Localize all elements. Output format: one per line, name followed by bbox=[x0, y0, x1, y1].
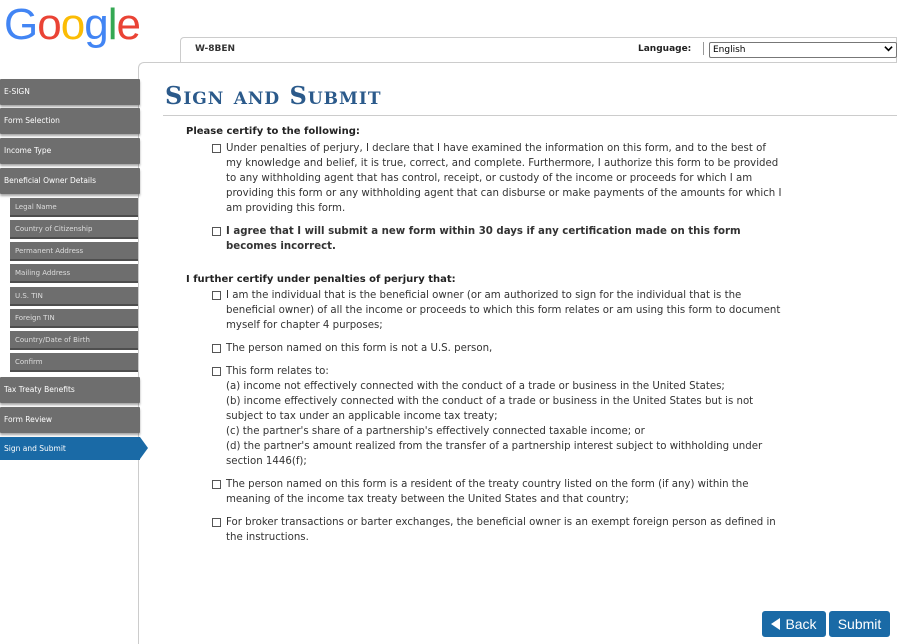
certification-text bbox=[226, 477, 851, 507]
logo-letter-o2: o bbox=[60, 0, 85, 49]
caret-left-icon bbox=[771, 612, 781, 638]
sidebar-item-label: Sign and Submit bbox=[4, 444, 66, 453]
text-line: beneficial owner) of all the income or proceeds to which this form relates or am using this form to document bbox=[226, 305, 781, 316]
sidebar-subitem-permanent-address[interactable] bbox=[10, 242, 138, 261]
sidebar-item-esign[interactable] bbox=[0, 79, 140, 105]
sidebar-item-form-review[interactable] bbox=[0, 407, 140, 433]
form-header-bar bbox=[180, 37, 897, 62]
language-select[interactable] bbox=[709, 42, 897, 58]
sidebar-item-label: Income Type bbox=[4, 146, 52, 155]
language-divider bbox=[703, 42, 704, 55]
text-line: myself for chapter 4 purposes; bbox=[226, 320, 383, 331]
text-line: becomes incorrect. bbox=[226, 241, 336, 252]
sidebar-subitem-label: U.S. TIN bbox=[15, 292, 43, 300]
checkbox-exempt-foreign-person[interactable] bbox=[212, 518, 221, 527]
section-heading-further-certify: I further certify under penalties of perjury that: bbox=[186, 274, 456, 285]
logo-letter-e: e bbox=[116, 0, 140, 49]
text-line: my knowledge and belief, it is true, correct, and complete. Furthermore, I authorize this form to be provided bbox=[226, 158, 779, 169]
text-line: The person named on this form is a resident of the treaty country listed on the form (if any) within the bbox=[226, 479, 749, 490]
sidebar-item-sign-and-submit[interactable] bbox=[0, 437, 140, 460]
sidebar-item-beneficial-owner-details[interactable] bbox=[0, 168, 140, 194]
logo-letter-l: l bbox=[107, 0, 117, 49]
sidebar-item-label: Form Review bbox=[4, 415, 53, 424]
back-button-label: Back bbox=[785, 616, 817, 632]
sidebar-subitem-country-date-of-birth[interactable] bbox=[10, 331, 138, 350]
text-line: (c) the partner's share of a partnership's effectively connected taxable income; or bbox=[226, 426, 645, 437]
sidebar-subitem-label: Confirm bbox=[15, 358, 43, 366]
text-line: to any withholding agent that has control, receipt, or custody of the income or proceeds for which I am bbox=[226, 173, 753, 184]
certification-text bbox=[226, 224, 851, 254]
text-line: (a) income not effectively connected with the conduct of a trade or business in the United States; bbox=[226, 381, 725, 392]
text-line: am providing this form. bbox=[226, 203, 346, 214]
title-divider bbox=[163, 115, 897, 116]
sidebar-item-form-selection[interactable] bbox=[0, 108, 140, 134]
text-line: the instructions. bbox=[226, 532, 309, 543]
logo-letter-g2: g bbox=[84, 0, 108, 49]
sidebar-subitem-label: Country of Citizenship bbox=[15, 225, 93, 233]
sidebar-subitem-confirm[interactable] bbox=[10, 353, 138, 372]
chevron-down-icon bbox=[884, 44, 893, 58]
logo-letter-g: G bbox=[4, 0, 38, 49]
back-button[interactable] bbox=[762, 611, 826, 637]
checkbox-perjury-declaration[interactable] bbox=[212, 144, 221, 153]
sidebar-item-income-type[interactable] bbox=[0, 138, 140, 164]
certification-text bbox=[226, 141, 851, 216]
text-line: section 1446(f); bbox=[226, 456, 307, 467]
sidebar-item-label: Form Selection bbox=[4, 116, 60, 125]
checkbox-beneficial-owner[interactable] bbox=[212, 291, 221, 300]
certification-text bbox=[226, 364, 851, 469]
sidebar-subitem-foreign-tin[interactable] bbox=[10, 309, 138, 328]
checkbox-not-us-person[interactable] bbox=[212, 344, 221, 353]
sidebar-subitem-label: Legal Name bbox=[15, 203, 57, 211]
certification-text bbox=[226, 341, 851, 356]
text-line: meaning of the income tax treaty between the United States and that country; bbox=[226, 494, 629, 505]
text-line: subject to tax under an applicable income tax treaty; bbox=[226, 411, 498, 422]
text-line: I agree that I will submit a new form within 30 days if any certification made on this form bbox=[226, 226, 741, 237]
certification-text bbox=[226, 515, 851, 545]
sidebar-item-label: Beneficial Owner Details bbox=[4, 176, 96, 185]
sidebar-item-label: Tax Treaty Benefits bbox=[4, 385, 75, 394]
sidebar-item-tax-treaty-benefits[interactable] bbox=[0, 377, 140, 403]
submit-button[interactable] bbox=[829, 611, 890, 637]
sidebar-subitem-legal-name[interactable] bbox=[10, 198, 138, 217]
checkbox-submit-new-form-agreement[interactable] bbox=[212, 227, 221, 236]
language-value: English bbox=[713, 45, 746, 55]
form-code: W-8BEN bbox=[195, 44, 236, 54]
text-line: providing this form or any withholding agent that can disburse or make payments of the amounts for which I bbox=[226, 188, 782, 199]
checkbox-treaty-country-resident[interactable] bbox=[212, 480, 221, 489]
text-line: For broker transactions or barter exchanges, the beneficial owner is an exempt foreign person as defined in bbox=[226, 517, 776, 528]
checkbox-form-relates-to[interactable] bbox=[212, 367, 221, 376]
section-heading-certify: Please certify to the following: bbox=[186, 126, 360, 137]
text-line: I am the individual that is the beneficial owner (or am authorized to sign for the individual that is the bbox=[226, 290, 742, 301]
sidebar-subitem-mailing-address[interactable] bbox=[10, 264, 138, 283]
sidebar-subitem-label: Country/Date of Birth bbox=[15, 336, 90, 344]
certification-text bbox=[226, 288, 851, 333]
text-line: (b) income effectively connected with the conduct of a trade or business in the United States but is not bbox=[226, 396, 754, 407]
sidebar-subitem-us-tin[interactable] bbox=[10, 287, 138, 306]
text-line: Under penalties of perjury, I declare that I have examined the information on this form, and to the best of bbox=[226, 143, 766, 154]
submit-button-label: Submit bbox=[837, 616, 882, 632]
sidebar-subitem-label: Foreign TIN bbox=[15, 314, 55, 322]
page-title: Sign and Submit bbox=[165, 81, 382, 110]
sidebar-subitem-label: Permanent Address bbox=[15, 247, 84, 255]
google-logo bbox=[4, 0, 140, 50]
sidebar-item-label: E-SIGN bbox=[4, 87, 30, 96]
logo-letter-o1: o bbox=[37, 0, 61, 49]
text-line: (d) the partner's amount realized from the transfer of a partnership interest subject to withholding under bbox=[226, 441, 763, 452]
sidebar-subitem-label: Mailing Address bbox=[15, 269, 71, 277]
language-label: Language: bbox=[638, 44, 692, 54]
text-line: The person named on this form is not a U.S. person, bbox=[226, 343, 493, 354]
text-line: This form relates to: bbox=[226, 366, 329, 377]
sidebar-subitem-country-of-citizenship[interactable] bbox=[10, 220, 138, 239]
